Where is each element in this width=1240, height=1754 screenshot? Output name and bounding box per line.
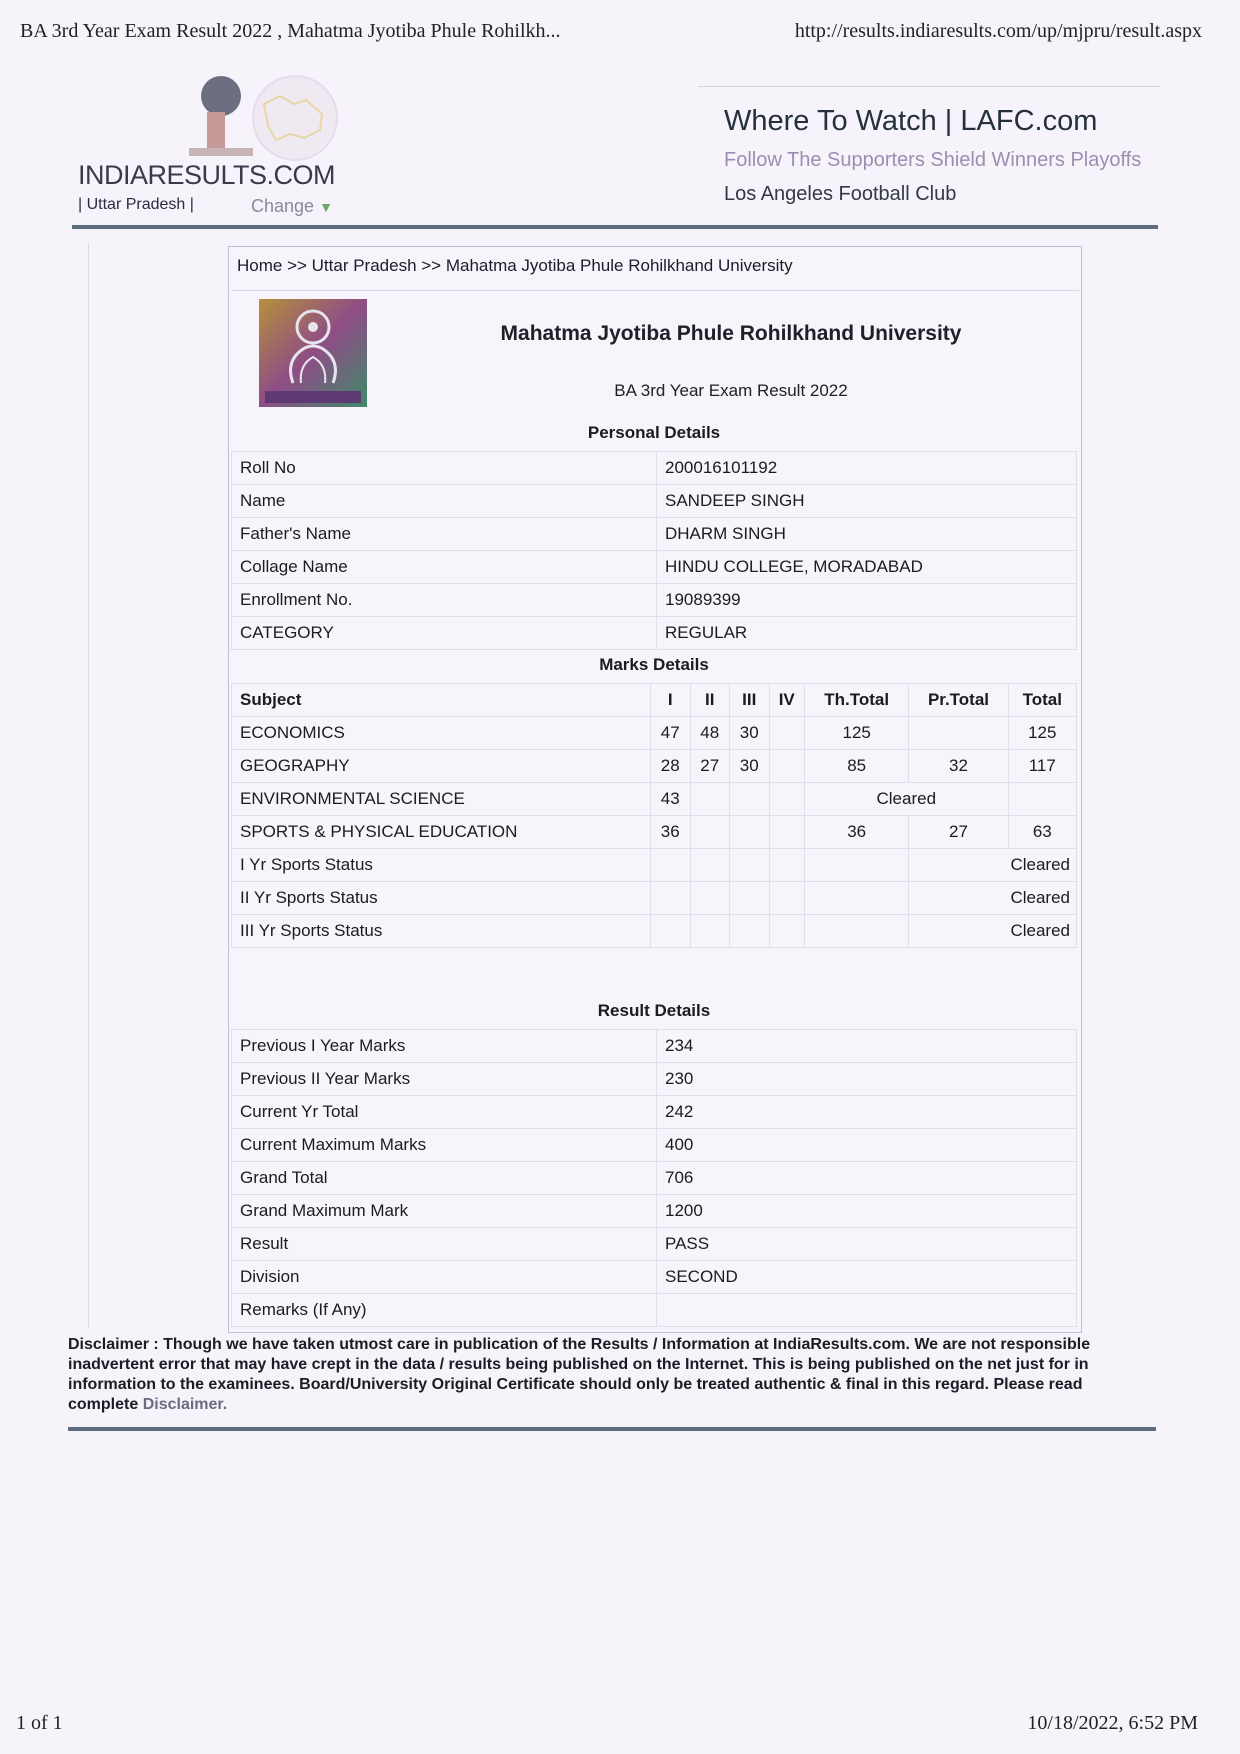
row-value: REGULAR xyxy=(657,617,1077,650)
table-row xyxy=(232,1162,1077,1195)
mark-cell: 63 xyxy=(1008,816,1076,849)
mark-cell: 36 xyxy=(804,816,908,849)
exam-name: BA 3rd Year Exam Result 2022 xyxy=(614,381,848,400)
row-label: Grand Total xyxy=(232,1162,657,1195)
table-row xyxy=(232,1096,1077,1129)
marks-details-table xyxy=(231,643,1077,948)
mark-cell: 32 xyxy=(909,750,1008,783)
row-label: Previous II Year Marks xyxy=(232,1063,657,1096)
mark-cell: 27 xyxy=(690,750,730,783)
breadcrumb[interactable]: Home >> Uttar Pradesh >> Mahatma Jyotiba Phule Rohilkhand University xyxy=(237,256,793,275)
personal-details-heading: Personal Details xyxy=(587,423,721,442)
mark-cell: 47 xyxy=(651,717,691,750)
print-header-title: BA 3rd Year Exam Result 2022 , Mahatma Jyotiba Phule Rohilkh... xyxy=(20,20,561,42)
row-value: 19089399 xyxy=(657,584,1077,617)
table-row xyxy=(232,1261,1077,1294)
ad-subtitle: Follow The Supporters Shield Winners Playoffs xyxy=(724,149,1142,171)
row-value: 1200 xyxy=(657,1195,1077,1228)
mark-cell xyxy=(730,816,770,849)
row-value: 230 xyxy=(657,1063,1077,1096)
col-header: III xyxy=(730,684,770,717)
up-map-icon xyxy=(250,74,340,162)
mark-cell: 125 xyxy=(1008,717,1076,750)
mark-cell: 30 xyxy=(730,750,770,783)
result-card xyxy=(228,246,1082,1333)
personal-details-table xyxy=(231,411,1077,650)
change-state-link[interactable] xyxy=(251,196,333,217)
sports-status-value: Cleared xyxy=(909,915,1077,948)
ad-banner[interactable] xyxy=(698,86,1160,217)
change-label: Change xyxy=(251,196,315,216)
table-row xyxy=(232,717,1077,750)
row-value: 242 xyxy=(657,1096,1077,1129)
mark-cell xyxy=(769,783,804,816)
mark-cell xyxy=(690,816,730,849)
mark-cell: 30 xyxy=(730,717,770,750)
mark-cell: 125 xyxy=(804,717,908,750)
site-logo[interactable] xyxy=(78,72,368,222)
table-row xyxy=(232,882,1077,915)
disclaimer xyxy=(68,1335,1156,1415)
row-label: Collage Name xyxy=(232,551,657,584)
table-row xyxy=(232,518,1077,551)
subject-name: SPORTS & PHYSICAL EDUCATION xyxy=(232,816,651,849)
disclaimer-line: complete xyxy=(68,1396,139,1413)
row-value: 706 xyxy=(657,1162,1077,1195)
mark-cell: 43 xyxy=(651,783,691,816)
footer-divider xyxy=(68,1427,1156,1431)
disclaimer-line: information to the examinees. Board/University Original Certificate should only be treated authentic & final in this regard. Please read xyxy=(68,1376,1083,1393)
print-page-number: 1 of 1 xyxy=(16,1712,63,1734)
row-label: Roll No xyxy=(232,452,657,485)
mark-cell xyxy=(769,750,804,783)
print-header-url: http://results.indiaresults.com/up/mjpru/result.aspx xyxy=(794,20,1202,42)
col-header: IV xyxy=(769,684,804,717)
mark-cell: 85 xyxy=(804,750,908,783)
table-row xyxy=(232,1228,1077,1261)
table-row xyxy=(232,1294,1077,1327)
ad-club: Los Angeles Football Club xyxy=(724,183,957,205)
header-divider xyxy=(72,225,1158,229)
subject-name: GEOGRAPHY xyxy=(232,750,651,783)
subject-name: ECONOMICS xyxy=(232,717,651,750)
row-label: Division xyxy=(232,1261,657,1294)
state-label: | Uttar Pradesh | xyxy=(78,196,194,213)
mark-cell: 28 xyxy=(651,750,691,783)
result-details-heading: Result Details xyxy=(597,1001,711,1020)
sports-status-value: Cleared xyxy=(909,849,1077,882)
row-value: DHARM SINGH xyxy=(657,518,1077,551)
row-value: 400 xyxy=(657,1129,1077,1162)
row-label: Result xyxy=(232,1228,657,1261)
mark-cell xyxy=(1008,783,1076,816)
table-row xyxy=(232,485,1077,518)
site-logo-text: INDIARESULTS.COM xyxy=(78,160,336,190)
mark-cell: 48 xyxy=(690,717,730,750)
mark-cell xyxy=(730,783,770,816)
row-value: 234 xyxy=(657,1030,1077,1063)
table-row xyxy=(232,1129,1077,1162)
table-row xyxy=(232,1030,1077,1063)
ad-title[interactable]: Where To Watch | LAFC.com xyxy=(724,105,1098,137)
row-value: SECOND xyxy=(657,1261,1077,1294)
subject-name: ENVIRONMENTAL SCIENCE xyxy=(232,783,651,816)
table-row xyxy=(232,584,1077,617)
row-label: Current Maximum Marks xyxy=(232,1129,657,1162)
row-label: Current Yr Total xyxy=(232,1096,657,1129)
row-value xyxy=(657,1294,1077,1327)
row-label: Enrollment No. xyxy=(232,584,657,617)
mark-cell: 27 xyxy=(909,816,1008,849)
table-row xyxy=(232,816,1077,849)
university-logo-icon xyxy=(259,299,367,407)
col-header: Th.Total xyxy=(804,684,908,717)
mark-cell xyxy=(690,783,730,816)
table-row xyxy=(232,750,1077,783)
breadcrumb-divider xyxy=(231,290,1079,291)
sports-status-label: III Yr Sports Status xyxy=(232,915,651,948)
col-header: II xyxy=(690,684,730,717)
mark-cell xyxy=(769,816,804,849)
row-label: Remarks (If Any) xyxy=(232,1294,657,1327)
table-row xyxy=(232,1063,1077,1096)
mark-cell: 117 xyxy=(1008,750,1076,783)
marks-details-heading: Marks Details xyxy=(599,655,709,674)
row-label: Father's Name xyxy=(232,518,657,551)
table-row xyxy=(232,849,1077,882)
marks-header-row xyxy=(232,684,1077,717)
row-label: Name xyxy=(232,485,657,518)
table-row xyxy=(232,1195,1077,1228)
sports-status-value: Cleared xyxy=(909,882,1077,915)
row-value: 200016101192 xyxy=(657,452,1077,485)
sports-status-label: II Yr Sports Status xyxy=(232,882,651,915)
disclaimer-line: Disclaimer : Though we have taken utmost care in publication of the Results / Information at IndiaResults.com. We are not responsible xyxy=(68,1336,1091,1353)
mark-cell xyxy=(769,717,804,750)
disclaimer-line: inadvertent error that may have crept in the data / results being published on the Internet. This is being published on the net just for in xyxy=(68,1356,1089,1373)
person-logo-icon xyxy=(181,72,261,162)
triangle-down-icon: ▼ xyxy=(319,199,333,215)
col-header: Total xyxy=(1008,684,1076,717)
cleared-status: Cleared xyxy=(804,783,1008,816)
col-header: I xyxy=(651,684,691,717)
sports-status-label: I Yr Sports Status xyxy=(232,849,651,882)
table-row xyxy=(232,783,1077,816)
mark-cell: 36 xyxy=(651,816,691,849)
university-name: Mahatma Jyotiba Phule Rohilkhand University xyxy=(500,322,962,345)
row-value: SANDEEP SINGH xyxy=(657,485,1077,518)
row-label: CATEGORY xyxy=(232,617,657,650)
table-row xyxy=(232,551,1077,584)
result-details-table xyxy=(231,989,1077,1327)
table-row xyxy=(232,915,1077,948)
col-header: Pr.Total xyxy=(909,684,1008,717)
disclaimer-link[interactable]: Disclaimer. xyxy=(142,1396,228,1413)
row-value: HINDU COLLEGE, MORADABAD xyxy=(657,551,1077,584)
print-datetime: 10/18/2022, 6:52 PM xyxy=(1027,1712,1198,1734)
row-label: Previous I Year Marks xyxy=(232,1030,657,1063)
row-value: PASS xyxy=(657,1228,1077,1261)
row-label: Grand Maximum Mark xyxy=(232,1195,657,1228)
mark-cell xyxy=(909,717,1008,750)
col-header: Subject xyxy=(232,684,651,717)
table-row xyxy=(232,452,1077,485)
